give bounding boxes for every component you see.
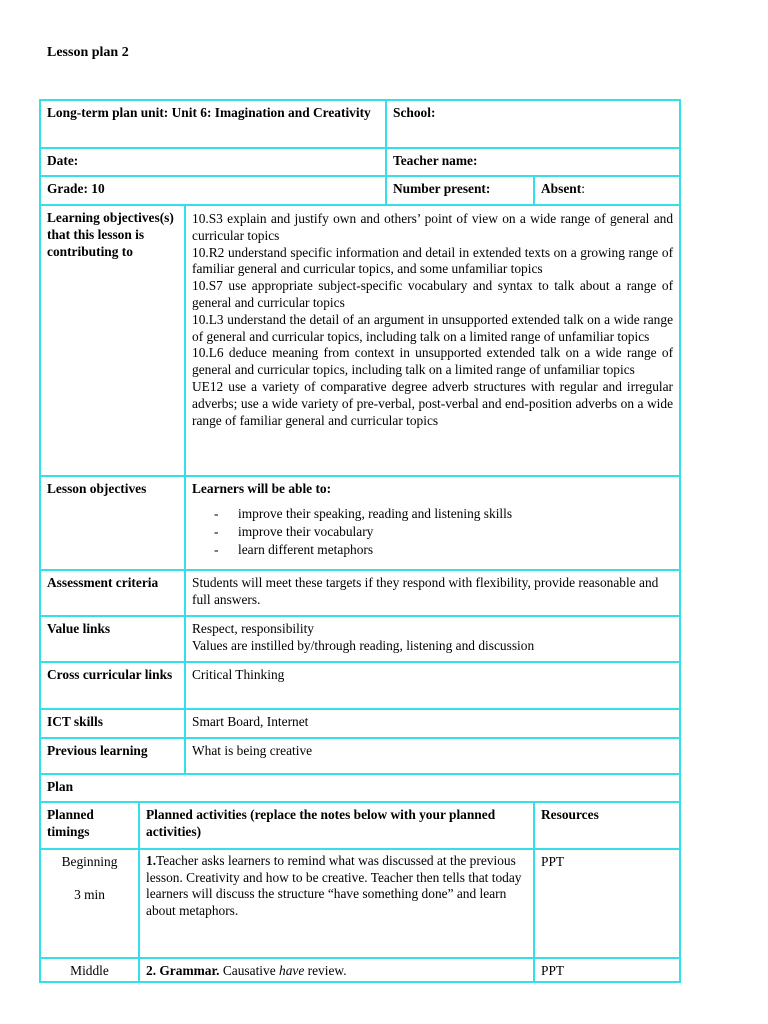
lesson-objective-item: - improve their speaking, reading and listening skills bbox=[214, 505, 673, 523]
resource-middle: PPT bbox=[534, 958, 680, 982]
timing-middle: Middle bbox=[40, 958, 139, 982]
school-cell: School: bbox=[386, 100, 680, 148]
objective-item: 10.L3 understand the detail of an argument in unsupported extended talk on a wide range of general and curricular topics, including talk on a limited range of unfamiliar topics bbox=[192, 311, 674, 344]
lesson-objective-item: - improve their vocabulary bbox=[214, 523, 673, 541]
resource-beginning: PPT bbox=[534, 849, 680, 958]
lesson-objectives-content bbox=[185, 476, 680, 570]
objective-item: 10.S3 explain and justify own and others’ point of view on a wide range of general and curricular topics bbox=[192, 211, 674, 243]
document-title: Lesson plan 2 bbox=[47, 45, 129, 60]
objective-item: 10.S7 use appropriate subject-specific vocabulary and syntax to talk about a range of general and curricular topics bbox=[192, 278, 674, 310]
value-links-label: Value links bbox=[40, 616, 185, 662]
ict-skills-label: ICT skills bbox=[40, 709, 185, 738]
value-links-text: Respect, responsibility Values are instilled by/through reading, listening and discussion bbox=[185, 616, 680, 662]
ict-skills-text: Smart Board, Internet bbox=[185, 709, 680, 738]
assessment-label: Assessment criteria bbox=[40, 570, 185, 616]
timing-beginning: Beginning 3 min bbox=[40, 849, 139, 958]
grade-cell: Grade: 10 bbox=[40, 176, 386, 205]
activity-middle: 2. Grammar. Causative have review. bbox=[139, 958, 534, 982]
objective-item: UE12 use a variety of comparative degree adverb structures with regular and irregular adverbs; use a wide variety of pre-verbal, post-verbal and end-position adverbs on a wide range of familiar general and curricular topics bbox=[192, 378, 674, 428]
learning-objectives-list bbox=[185, 205, 680, 476]
date-cell: Date: bbox=[40, 148, 386, 176]
col-header-activities: Planned activities (replace the notes below with your planned activities) bbox=[139, 802, 534, 849]
cross-curricular-label: Cross curricular links bbox=[40, 662, 185, 709]
col-header-resources: Resources bbox=[534, 802, 680, 849]
previous-learning-label: Previous learning bbox=[40, 738, 185, 774]
lesson-objectives-intro: Learners will be able to: bbox=[192, 481, 332, 496]
previous-learning-text: What is being creative bbox=[185, 738, 680, 774]
col-header-timings: Planned timings bbox=[40, 802, 139, 849]
lesson-plan-table bbox=[39, 99, 681, 983]
objective-item: 10.R2 understand specific information and detail in extended texts on a growing range of familiar general and curricular topics, and some unfamiliar topics bbox=[192, 244, 674, 277]
number-present-cell: Number present: bbox=[386, 176, 534, 205]
assessment-text: Students will meet these targets if they respond with flexibility, provide reasonable and full answers. bbox=[185, 570, 680, 616]
activity-beginning: 1.Teacher asks learners to remind what was discussed at the previous lesson. Creativity and how to be creative. Teacher then tells that today learners will discuss the structure “have something done” and learn about metaphors. bbox=[139, 849, 534, 958]
objective-item: 10.L6 deduce meaning from context in unsupported extended talk on a wide range of general and curricular topics, including talk on a limited range of unfamiliar topics bbox=[192, 345, 674, 378]
lesson-objectives-label: Lesson objectives bbox=[40, 476, 185, 570]
learning-objectives-label: Learning objectives(s) that this lesson is contributing to bbox=[40, 205, 185, 476]
lesson-objective-item: - learn different metaphors bbox=[214, 541, 673, 559]
cross-curricular-text: Critical Thinking bbox=[185, 662, 680, 709]
absent-cell: Absent: bbox=[534, 176, 680, 205]
teacher-name-cell: Teacher name: bbox=[386, 148, 680, 176]
unit-cell: Long-term plan unit: Unit 6: Imagination and Creativity bbox=[40, 100, 386, 148]
plan-heading: Plan bbox=[40, 774, 680, 802]
